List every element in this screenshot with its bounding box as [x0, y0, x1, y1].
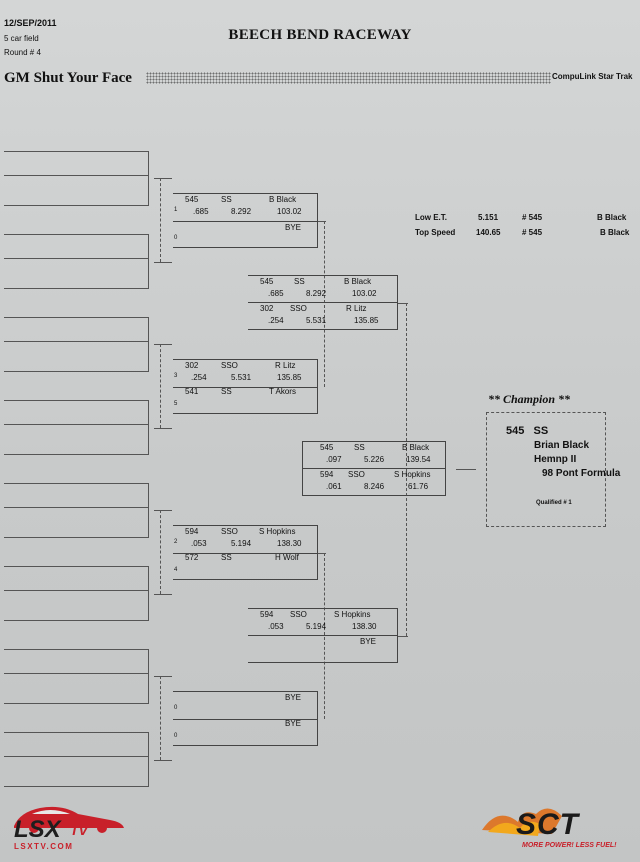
racer-top-info	[248, 277, 398, 289]
bracket-connector	[398, 636, 408, 637]
racer-bottom-times	[302, 482, 446, 494]
bracket-connector	[160, 344, 161, 428]
racer-top-times	[173, 705, 318, 717]
driver-name: BYE	[360, 637, 377, 646]
champion-car: Hemnp II	[534, 454, 577, 465]
bracket-line	[302, 441, 446, 442]
racer-top-info	[248, 610, 398, 622]
speed-mph: 138.30	[277, 539, 302, 548]
top-speed-car: # 545	[522, 228, 543, 237]
lsx-tv-wordmark: TV	[70, 822, 88, 838]
car-number: 594	[320, 470, 334, 479]
driver-name: BYE	[285, 719, 302, 728]
reaction-time: .685	[268, 289, 284, 298]
class-label: SSO	[290, 304, 307, 313]
bracket-line	[4, 234, 149, 235]
elapsed-time: 5.531	[306, 316, 327, 325]
bracket-line	[4, 371, 149, 372]
champion-qualified: Qualified # 1	[536, 500, 572, 506]
lane-number: 0	[174, 733, 178, 739]
racer-top-times	[173, 373, 318, 385]
match-box-semifinal-1	[248, 275, 398, 330]
bracket-line	[148, 483, 149, 538]
reaction-time: .254	[268, 316, 284, 325]
bracket-connector	[398, 303, 408, 304]
bracket-line	[148, 649, 149, 704]
bracket-line	[4, 175, 149, 176]
bracket-line	[4, 590, 149, 591]
racer-top-info	[173, 527, 318, 539]
elapsed-time: 5.194	[306, 622, 327, 631]
field-size: 5 car field	[4, 34, 39, 43]
racer-bottom-times	[248, 316, 398, 328]
champion-title: ** Champion **	[488, 392, 571, 406]
class-label: SS	[221, 195, 232, 204]
bracket-connector	[160, 510, 161, 594]
racer-bottom-info	[248, 304, 398, 316]
racer-top-info	[173, 693, 318, 705]
reaction-time: .053	[191, 539, 207, 548]
top-speed-value: 140.65	[476, 228, 501, 237]
driver-name: BYE	[285, 693, 302, 702]
champion-sponsor: 98 Pont Formula	[542, 468, 621, 479]
low-et-value: 5.151	[478, 213, 499, 222]
reaction-time: .061	[326, 482, 342, 491]
lsx-tv-logo	[10, 800, 140, 855]
match-box-round2-2	[173, 359, 318, 414]
bracket-line	[4, 703, 149, 704]
class-label: SS	[221, 387, 232, 396]
bracket-line	[148, 566, 149, 621]
bracket-connector	[154, 594, 172, 595]
lane-number: 1	[174, 207, 178, 213]
class-label: SSO	[221, 527, 238, 536]
bracket-line	[4, 258, 149, 259]
bracket-connector	[154, 510, 172, 511]
racer-top-times	[248, 289, 398, 301]
racer-bottom-info	[302, 470, 446, 482]
champion-driver: Brian Black	[534, 440, 590, 451]
reaction-time: .097	[326, 455, 342, 464]
bracket-line	[148, 400, 149, 455]
bracket-line	[173, 359, 318, 360]
bracket-line	[4, 537, 149, 538]
racer-top-info	[173, 195, 318, 207]
top-speed-label: Top Speed	[415, 228, 456, 237]
bracket-connector	[154, 428, 172, 429]
bracket-slot	[4, 483, 149, 538]
bracket-line	[248, 329, 398, 330]
car-number: 545	[320, 443, 334, 452]
elapsed-time: 8.246	[364, 482, 385, 491]
champion-class: SS	[533, 425, 549, 437]
bracket-line	[148, 732, 149, 787]
bracket-slot	[4, 234, 149, 289]
bracket-line	[4, 341, 149, 342]
compulink-label: CompuLink Star Trak	[552, 72, 633, 81]
lsx-url: LSXTV.COM	[14, 842, 74, 851]
class-label: SS	[294, 277, 305, 286]
lane-number: 3	[174, 373, 178, 379]
racer-top-times	[173, 207, 318, 219]
driver-name: B Black	[269, 195, 297, 204]
driver-name: H Wolf	[275, 553, 299, 562]
bracket-connector	[318, 221, 326, 222]
bracket-line	[248, 275, 398, 276]
car-number: 594	[185, 527, 199, 536]
bracket-line	[173, 247, 318, 248]
racer-top-times	[173, 539, 318, 551]
bracket-connector	[160, 676, 161, 760]
match-box-round2-3	[173, 525, 318, 580]
speed-mph: 61.76	[408, 482, 429, 491]
racer-top-times	[302, 455, 446, 467]
speed-mph: 103.02	[352, 289, 377, 298]
sct-logo	[478, 800, 628, 855]
bracket-connector	[154, 178, 172, 179]
bracket-connector	[154, 262, 172, 263]
bracket-line	[4, 288, 149, 289]
racer-bottom-info	[173, 387, 318, 399]
driver-name: T Akors	[269, 387, 296, 396]
class-label: SS	[221, 553, 232, 562]
bracket-line	[4, 756, 149, 757]
bracket-connector	[160, 178, 161, 262]
bracket-slot	[4, 732, 149, 787]
low-et-driver: B Black	[597, 213, 627, 222]
bracket-line	[173, 413, 318, 414]
racer-top-times	[248, 622, 398, 634]
speed-mph: 135.85	[354, 316, 379, 325]
bracket-connector	[318, 553, 326, 554]
bracket-connector	[154, 344, 172, 345]
racer-top-info	[302, 443, 446, 455]
elapsed-time: 5.531	[231, 373, 252, 382]
event-title: GM Shut Your Face	[4, 70, 132, 86]
car-number: 572	[185, 553, 199, 562]
racer-bottom-info	[248, 637, 398, 649]
round-number: Round # 4	[4, 48, 41, 57]
lsx-wordmark: LSX	[14, 816, 61, 843]
sct-tagline: MORE POWER! LESS FUEL!	[522, 842, 617, 849]
bracket-connector	[154, 760, 172, 761]
bracket-line	[173, 221, 318, 222]
bracket-line	[4, 649, 149, 650]
sct-wordmark: SCT	[516, 808, 579, 841]
class-label: SS	[354, 443, 365, 452]
bracket-line	[148, 317, 149, 372]
bracket-line	[148, 234, 149, 289]
bracket-connector	[154, 676, 172, 677]
elapsed-time: 5.226	[364, 455, 385, 464]
reaction-time: .685	[193, 207, 209, 216]
bracket-line	[302, 495, 446, 496]
bracket-line	[173, 525, 318, 526]
racer-bottom-times	[173, 401, 318, 413]
header-dot-pattern	[146, 72, 551, 84]
elapsed-time: 5.194	[231, 539, 252, 548]
lane-number: 5	[174, 401, 178, 407]
bracket-line	[173, 193, 318, 194]
elapsed-time: 8.292	[306, 289, 327, 298]
bracket-line	[173, 691, 318, 692]
racer-bottom-info	[173, 553, 318, 565]
bracket-connector	[456, 469, 476, 470]
bracket-slot	[4, 566, 149, 621]
class-label: SSO	[290, 610, 307, 619]
bracket-line	[4, 673, 149, 674]
driver-name: R Litz	[275, 361, 296, 370]
reaction-time: .254	[191, 373, 207, 382]
driver-name: S Hopkins	[259, 527, 296, 536]
bracket-line	[4, 424, 149, 425]
racer-bottom-info	[173, 719, 318, 731]
bracket-line	[4, 151, 149, 152]
bracket-slot	[4, 649, 149, 704]
low-et-label: Low E.T.	[415, 213, 447, 222]
driver-name: R Litz	[346, 304, 367, 313]
car-number: 302	[185, 361, 199, 370]
lane-number: 0	[174, 705, 178, 711]
match-box-semifinal-2	[248, 608, 398, 663]
lane-number: 4	[174, 567, 178, 573]
class-label: SSO	[348, 470, 365, 479]
bracket-line	[4, 786, 149, 787]
bracket-line	[248, 635, 398, 636]
speed-mph: 135.85	[277, 373, 302, 382]
elapsed-time: 8.292	[231, 207, 252, 216]
champion-car-number: 545 SS	[506, 425, 549, 437]
bracket-line	[4, 483, 149, 484]
driver-name: BYE	[285, 223, 302, 232]
match-box-round2-4	[173, 691, 318, 746]
car-number: 545	[260, 277, 274, 286]
racer-bottom-times	[173, 733, 318, 745]
car-number: 594	[260, 610, 274, 619]
driver-name: B Black	[402, 443, 430, 452]
racer-top-info	[173, 361, 318, 373]
car-number: 541	[185, 387, 199, 396]
low-et-car: # 545	[522, 213, 543, 222]
bracket-line	[248, 608, 398, 609]
bracket-line	[4, 205, 149, 206]
speed-mph: 138.30	[352, 622, 377, 631]
bracket-line	[4, 566, 149, 567]
bracket-line	[4, 620, 149, 621]
match-box-round2-1	[173, 193, 318, 248]
bracket-line	[248, 302, 398, 303]
driver-name: S Hopkins	[394, 470, 431, 479]
speed-mph: 139.54	[406, 455, 431, 464]
bracket-line	[302, 468, 446, 469]
track-title: BEECH BEND RACEWAY	[228, 27, 412, 43]
top-speed-driver: B Black	[600, 228, 630, 237]
lane-number: 0	[174, 235, 178, 241]
bracket-slot	[4, 400, 149, 455]
lane-number: 2	[174, 539, 178, 545]
racer-bottom-times	[173, 567, 318, 579]
driver-name: S Hopkins	[334, 610, 371, 619]
bracket-line	[4, 317, 149, 318]
reaction-time: .053	[268, 622, 284, 631]
car-number: 545	[185, 195, 199, 204]
racer-bottom-info	[173, 223, 318, 235]
race-date: 12/SEP/2011	[4, 18, 57, 28]
class-label: SSO	[221, 361, 238, 370]
bracket-line	[148, 151, 149, 206]
bracket-slot	[4, 317, 149, 372]
bracket-line	[4, 507, 149, 508]
car-number: 302	[260, 304, 274, 313]
bracket-slot	[4, 151, 149, 206]
bracket-line	[173, 579, 318, 580]
driver-name: B Black	[344, 277, 372, 286]
bracket-line	[248, 662, 398, 663]
speed-mph: 103.02	[277, 207, 302, 216]
bracket-line	[4, 400, 149, 401]
bracket-line	[4, 454, 149, 455]
bracket-line	[4, 732, 149, 733]
match-box-final	[302, 441, 446, 496]
racer-bottom-times	[173, 235, 318, 247]
bracket-line	[173, 745, 318, 746]
